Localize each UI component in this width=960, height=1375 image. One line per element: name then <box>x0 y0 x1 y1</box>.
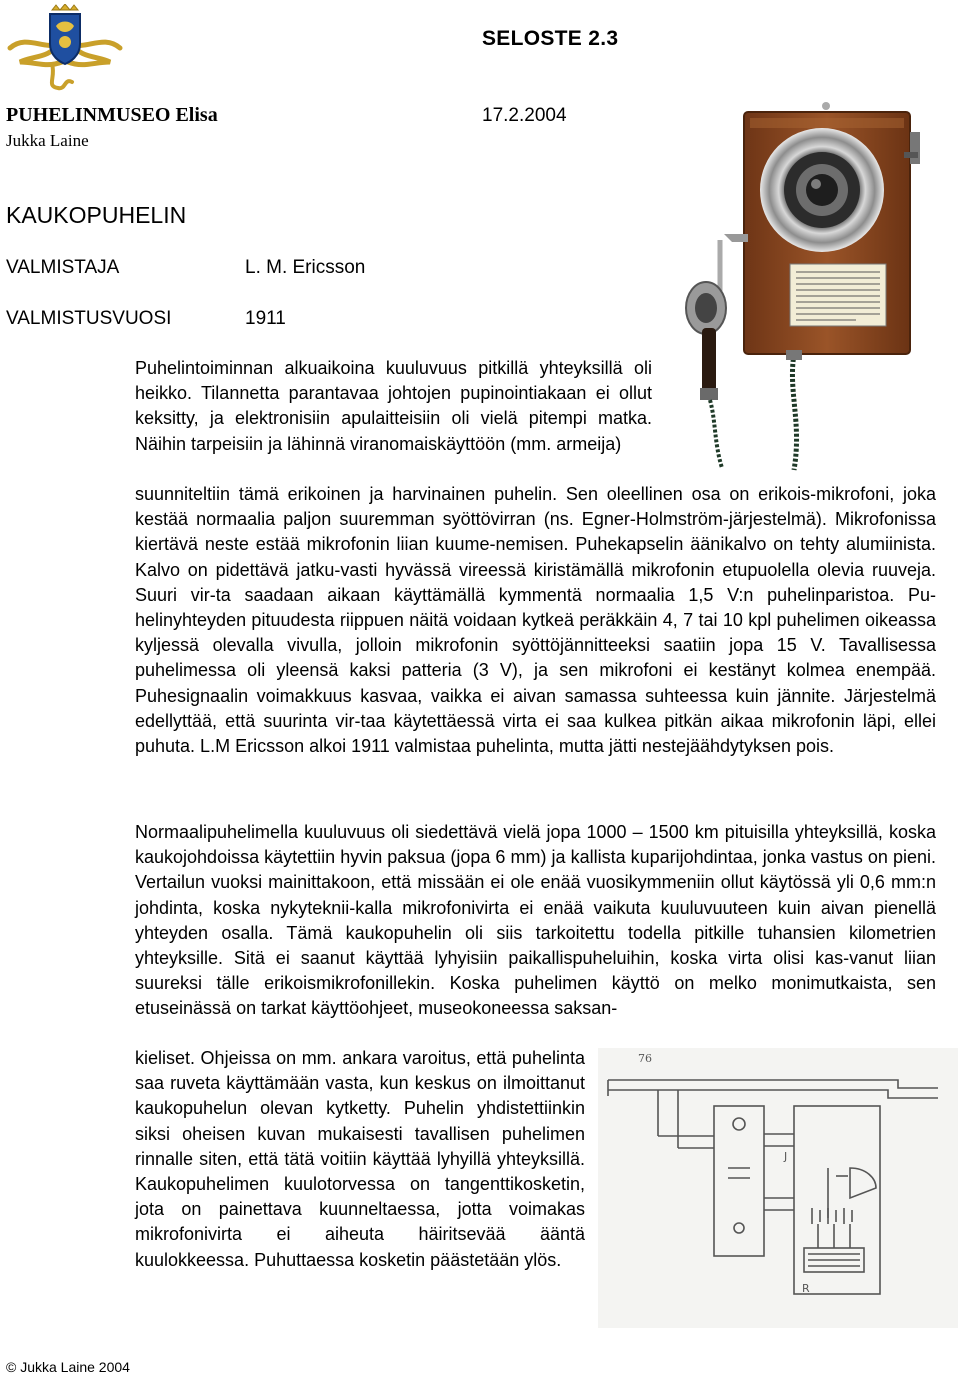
diagram-page-number: 76 <box>638 1052 652 1065</box>
document-date: 17.2.2004 <box>482 105 567 126</box>
body-paragraph-1-continued: suunniteltiin tämä erikoinen ja harvinainen puhelin. Sen oleellinen osa on erikois-mikrofoni, joka kestää normaalia paljon suuremman syöttövirran (ns. Egner-Holmström-järjestelmä). Mikrofonissa kiertävä neste estää mikrofonin liian kuume-nemisen. Puhekapselin äänikalvo on tehty alumiinista. Kalvo on pidettävä jatku-vasti hyvässä vireessä kiristämällä mikrofonin etupuolella olevia ruuveja. Suuri vir-ta saadaan aikaan käyttämällä kymmentä normaalia 1,5 V:n puhelinparistoa. Pu-helinyhteyden pituudesta riippuen näitä voidaan kytkeä peräkkäin 4, 7 tai 10 kpl puhelimen oikeassa kyljessä olevalla vivulla, jolloin mikrofonin syöttöjännitteeksi saatiin jopa 15 V. Tavallisessa puhelimessa oli yleensä kaksi patteria (3 V), ja sen mikrofoni ei kestänyt kolmea enempää. Puhesignaalin voimakkuus kasvaa, vaikka ei aivan samassa suhteessa kuin jännite. Järjestelmä edellyttää, että suurinta vir-taa käytettäessä virta ei saa kulkea pitkän aikaa mikrofonin läpi, ellei puhuta. L.M Ericsson alkoi 1911 valmistaa puhelinta, mutta jätti nestejäähdytyksen pois. <box>135 484 936 757</box>
wiring-diagram <box>598 1048 958 1328</box>
museum-crest-logo <box>6 4 124 92</box>
maker-label: VALMISTAJA <box>6 257 120 278</box>
body-paragraph-2: Normaalipuhelimella kuuluvuus oli siedettävä vielä jopa 1000 – 1500 km pituisilla yhteyksillä, koska kaukojohdoissa käytettiin hyvin paksua (jopa 6 mm) ja kallista kuparijohdintaa, jonka vastus on pieni. Vertailun vuoksi mainittakoon, että missään ei ole enää vuosikymmeniin ollut käytössä yli 0,6 mm:n johdinta, koska nykyteknii-kalla mikrofonivirta ei enää vaikuta kuuluvuuteen kuin aivan pienellä yhteyden osalla. Tämä kaukopuhelin oli siis tarkoitettu todella pitkille tuhansien kilometrien yhteyksille. Sitä ei saanut käyttää lyhyisiin paikallispuheluihin, koska virta olisi kas-vanut liian suureksi tälle erikoismikrofonillekin. Koska puhelimen käyttö on melko monimutkaista, sen etuseinässä on tarkat käyttöohjeet, museokoneessa saksan- <box>135 822 936 1019</box>
telephone-photo <box>676 92 960 472</box>
document-reference: SELOSTE 2.3 <box>482 27 619 50</box>
body-paragraph-1-intro: Puhelintoiminnan alkuaikoina kuuluvuus pitkillä yhteyksillä oli heikko. Tilannetta parantavaa johtojen pupinointiakaan ei ollut keksitty, ja elektronisiin apulaitteisiin oli vielä pitempi matka. Näihin tarpeisiin ja lähinnä viranomaiskäyttöön (mm. armeija) <box>135 358 652 454</box>
diagram-label-r: R <box>802 1282 810 1295</box>
year-label: VALMISTUSVUOSI <box>6 308 172 329</box>
maker-value: L. M. Ericsson <box>245 257 366 278</box>
body-paragraph-3: kieliset. Ohjeissa on mm. ankara varoitus, että puhelinta saa ruveta käyttämään vasta, kun keskus on ilmoittanut kaukopuhelun olevan kytketty. Puhelin yhdistettiinkin siksi oheisen kuvan mukaisesti tavallisen puhelimen rinnalle siten, että tätä voitiin käyttää lyhyillä yhteyksillä. Kaukopuhelimen kuulotorvessa on tangenttikosketin, jota on painettava kuunneltaessa, jotta voimakas mikrofonivirta ei aiheuta häiritsevää ääntä kuulokkeessa. Puhuttaessa kosketin päästetään ylös. <box>135 1048 585 1270</box>
footer-copyright: © Jukka Laine 2004 <box>6 1359 130 1375</box>
page-title: KAUKOPUHELIN <box>6 202 187 228</box>
museum-name: PUHELINMUSEO Elisa <box>6 104 218 126</box>
diagram-label-j: J <box>784 1150 788 1163</box>
year-value: 1911 <box>245 308 286 329</box>
author-name: Jukka Laine <box>6 131 89 150</box>
